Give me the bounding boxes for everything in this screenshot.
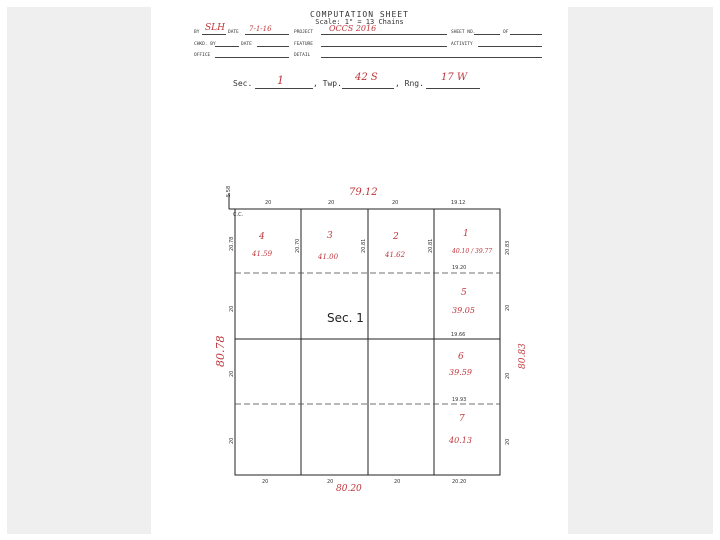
lot-number: 6 [458, 352, 464, 362]
corner-label-2: C.C. [233, 212, 244, 218]
feature-label: FEATURE [294, 42, 313, 47]
lot-area: 41.00 [318, 253, 339, 261]
chkd-label: CHKD. BY [194, 42, 216, 47]
left-dim: 20 [229, 370, 235, 377]
lot-number: 2 [393, 232, 399, 242]
lot-number: 3 [327, 231, 333, 241]
lot-area: 41.59 [252, 250, 273, 258]
east-lot-dim: 19.66 [451, 332, 466, 338]
of-label: OF [503, 30, 509, 35]
top-dim: 19.12 [451, 200, 466, 206]
lot-number: 4 [259, 232, 265, 242]
bottom-total: 80.20 [336, 484, 362, 494]
top-total: 79.12 [349, 187, 378, 198]
right-dim: 20 [505, 372, 511, 379]
right-dim: 20 [505, 304, 511, 311]
date2-label: DATE [241, 42, 252, 47]
lot-area: 40.13 [449, 436, 472, 445]
twp-label: , Twp. [313, 79, 342, 88]
inner-dim: 20.70 [295, 238, 301, 253]
by-value: SLH [205, 23, 225, 33]
inner-dim: 20.81 [361, 238, 367, 253]
project-value: OCCS 2016 [329, 24, 377, 33]
right-total: 80.83 [518, 343, 528, 369]
by-label: BY [194, 30, 200, 35]
top-dim: 20 [265, 200, 272, 206]
scale-text: Scale: 1" = 13 Chains [315, 18, 404, 26]
lot-area: 39.05 [452, 306, 475, 315]
top-dim: 20 [328, 200, 335, 206]
lot-number: 5 [461, 288, 467, 298]
lot-number: 7 [459, 414, 465, 424]
east-lot-dim: 19.20 [452, 265, 467, 271]
bottom-dim: 20 [394, 479, 401, 485]
office-label: OFFICE [194, 53, 211, 58]
section-label: Sec. 1 [327, 311, 364, 325]
rng-label: , Rng. [395, 79, 424, 88]
activity-label: ACTIVITY [451, 42, 473, 47]
date-label: DATE [228, 30, 239, 35]
lot-area: 41.62 [385, 251, 406, 259]
bottom-dim: 20.20 [452, 479, 467, 485]
top-dim: 20 [392, 200, 399, 206]
project-label: PROJECT [294, 30, 313, 35]
sheet-title: COMPUTATION SHEET [310, 10, 409, 19]
section-plat [151, 7, 568, 534]
corner-label-1: 5.58 [226, 185, 232, 197]
lot-number: 1 [463, 229, 469, 239]
bottom-dim: 20 [262, 479, 269, 485]
rng-value: 17 W [441, 72, 468, 83]
left-dim: 20 [229, 437, 235, 444]
date-value: 7-1-16 [249, 25, 272, 33]
detail-label: DETAIL [294, 53, 311, 58]
twp-value: 42 S [355, 72, 378, 83]
east-lot-dim: 19.93 [452, 397, 467, 403]
lot-area: 40.10 / 39.77 [452, 248, 493, 255]
bottom-dim: 20 [327, 479, 334, 485]
sec-label: Sec. [233, 79, 253, 88]
right-dim: 20 [505, 438, 511, 445]
right-dim: 20.83 [505, 240, 511, 255]
left-total: 80.78 [214, 335, 227, 367]
lot-area: 39.59 [449, 368, 472, 377]
left-dim: 20 [229, 305, 235, 312]
inner-dim: 20.81 [428, 238, 434, 253]
sheet-no-label: SHEET NO. [451, 30, 476, 35]
sec-value: 1 [277, 74, 284, 87]
computation-sheet [151, 7, 568, 534]
left-dim: 20.78 [229, 236, 235, 251]
